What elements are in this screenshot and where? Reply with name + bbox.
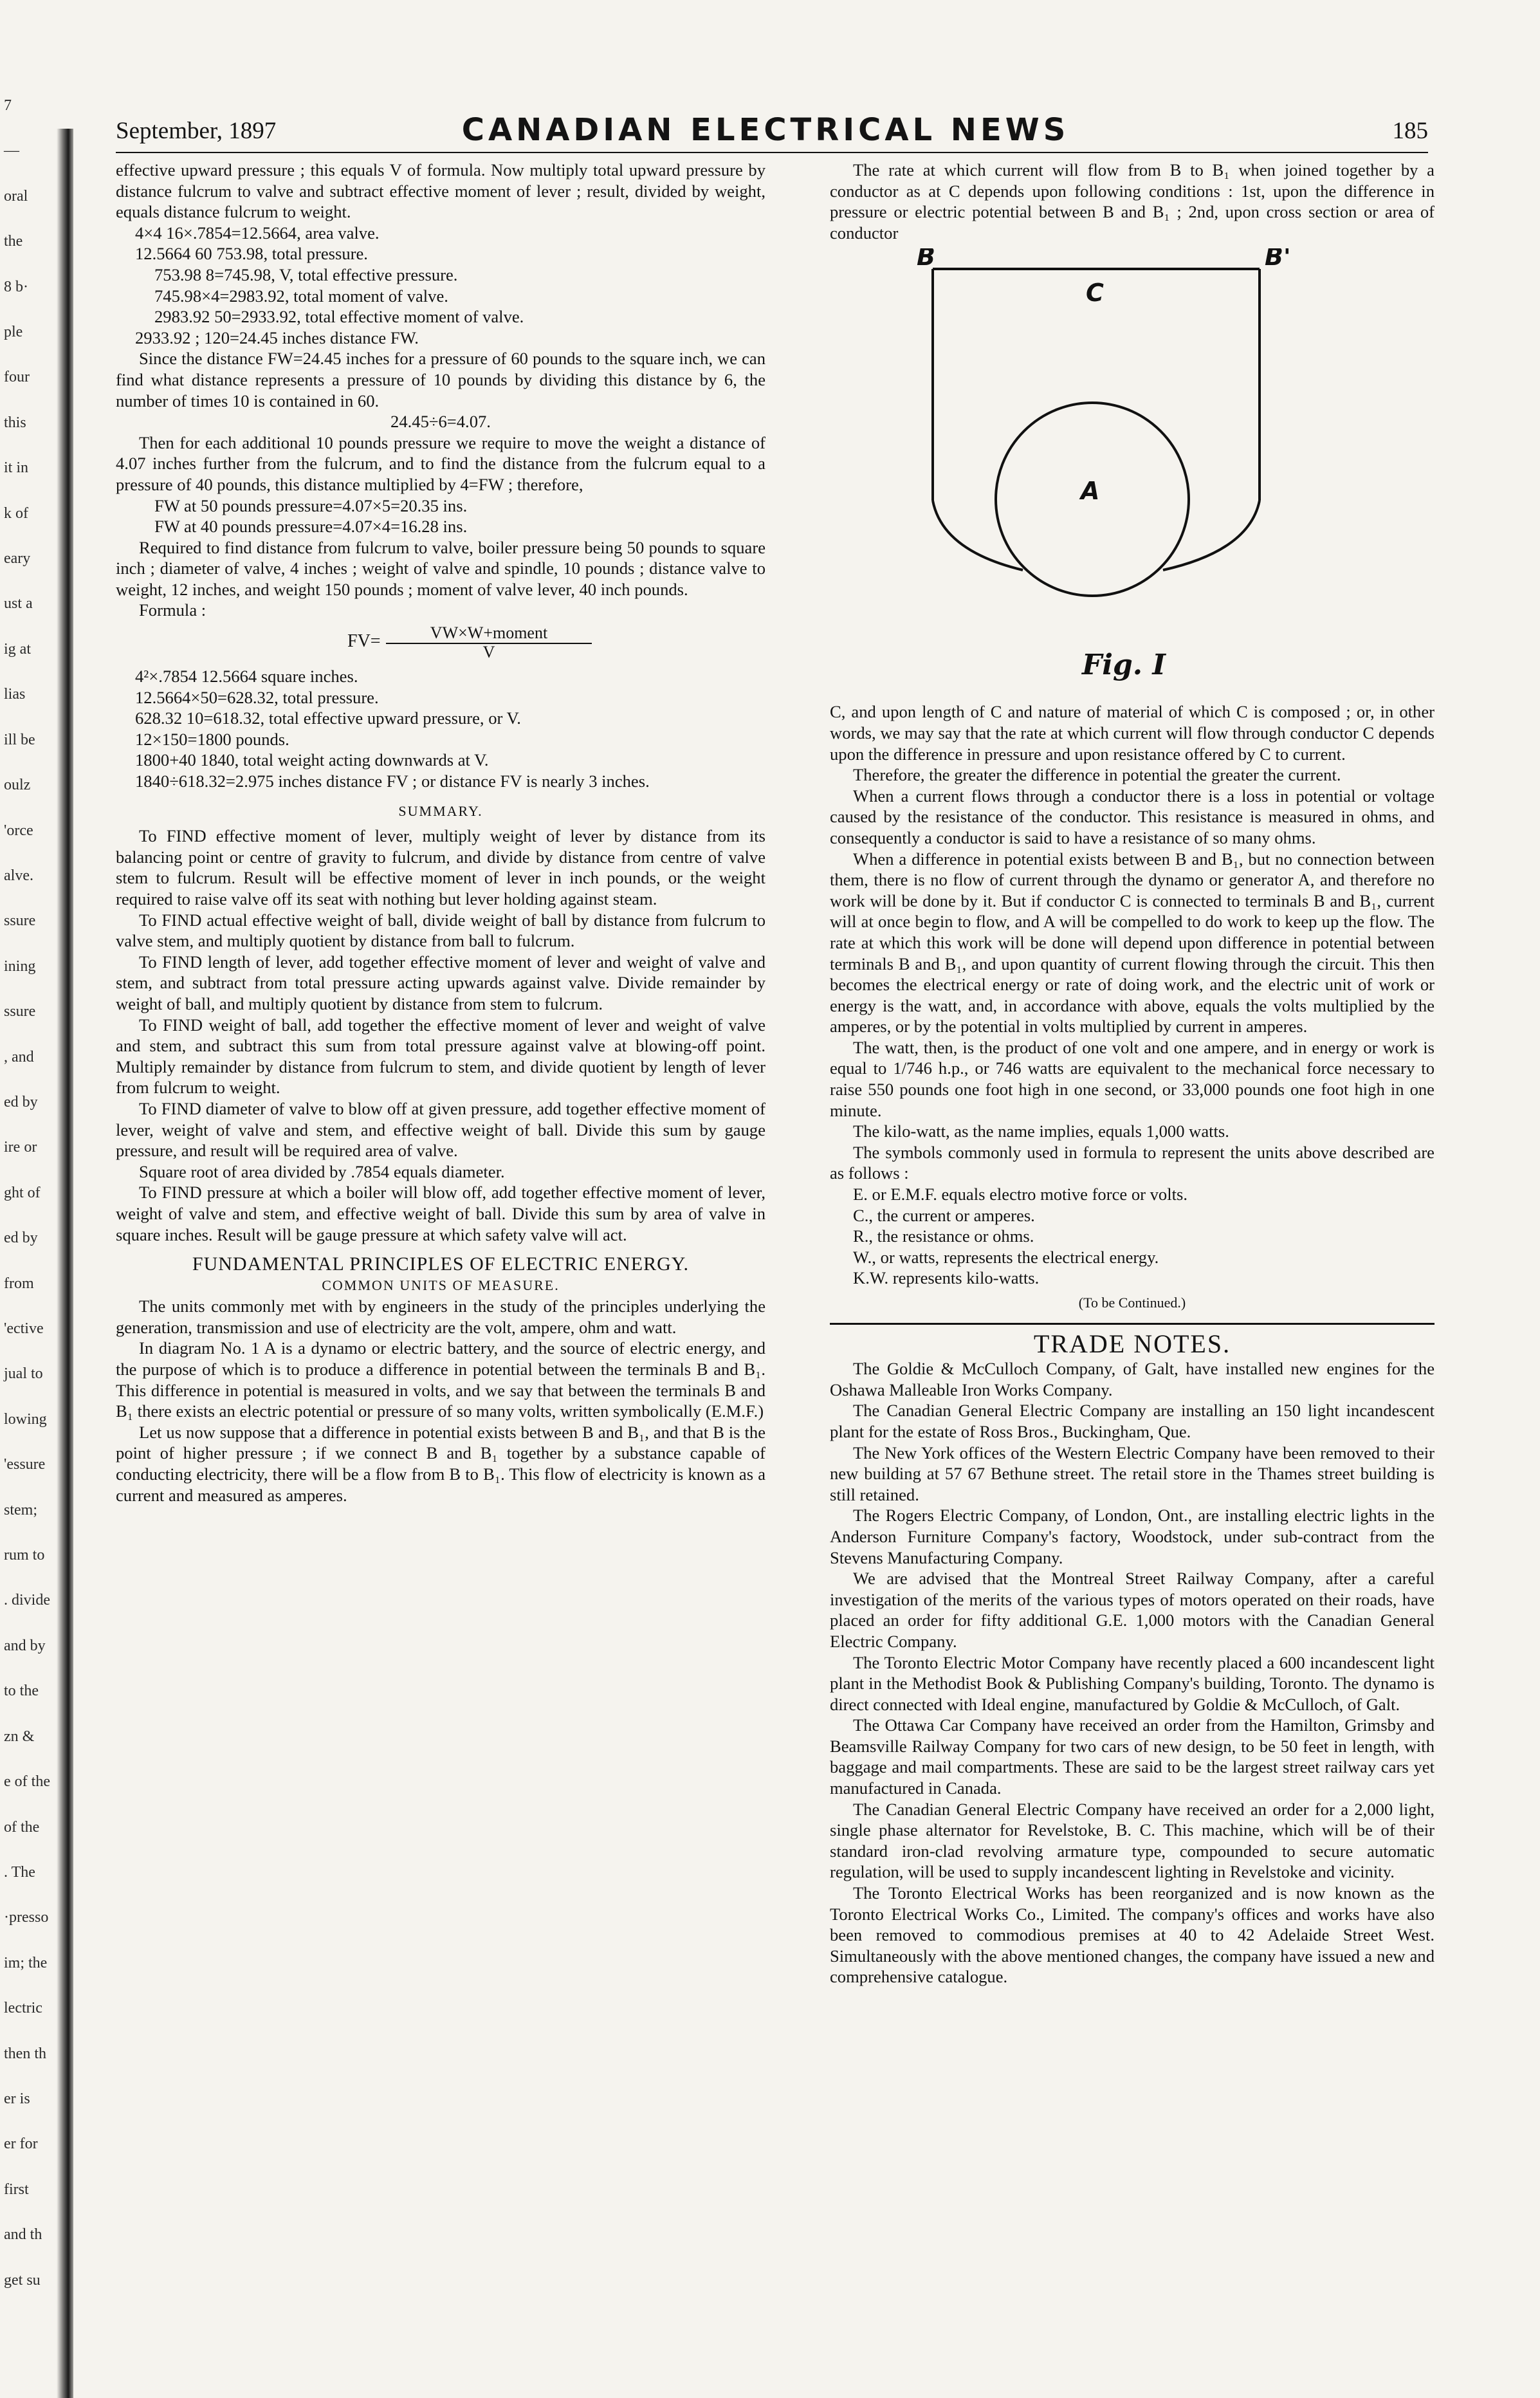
margin-text-fragment: stem; <box>4 1502 37 1518</box>
calculation-line: 1840÷618.32=2.975 inches distance FV ; or distance FV is nearly 3 inches. <box>135 771 650 791</box>
brush-b-curve <box>933 501 1023 570</box>
summary-heading: SUMMARY. <box>398 802 483 819</box>
calculation-line: 24.45÷6=4.07. <box>390 412 491 432</box>
calculation-line: FW at 40 pounds pressure=4.07×4=16.28 ins. <box>154 517 468 537</box>
margin-text-fragment: 'ective <box>4 1320 44 1337</box>
label-c: C <box>1086 279 1104 308</box>
paragraph: To FIND diameter of valve to blow off at given pressure, add together effective moment of lever, weight of valve and stem, and effective weight of ball. Divide this sum by gauge pressure, and result will be required area of valve. <box>116 1098 765 1161</box>
margin-text-fragment: to the <box>4 1683 39 1699</box>
trade-note: The Ottawa Car Company have received an order from the Hamilton, Grimsby and Beamsville Railway Company for two cars of new design, to be 50 feet in length, with baggage and mail compartments. These are said to be the largest street railway cars yet manufactured in Canada. <box>830 1715 1435 1798</box>
calculation-line: 12×150=1800 pounds. <box>135 729 289 749</box>
margin-text-fragment: — <box>4 142 19 159</box>
label-b-prime: B' <box>1265 248 1291 272</box>
binding-shadow <box>57 129 73 2398</box>
margin-text-fragment: lowing <box>4 1411 47 1428</box>
paragraph: Required to find distance from fulcrum to valve, boiler pressure being 50 pounds to square inch ; diameter of valve, 4 inches ; weight of valve and spindle, 10 pounds ; distance valve to weight, 12 inches, and weight 150 pounds ; moment of valve lever, 40 inch pounds. <box>116 537 765 599</box>
calculation-line: 2983.92 50=2933.92, total effective moment of valve. <box>154 307 524 327</box>
paragraph: To FIND pressure at which a boiler will blow off, add together effective moment of lever, weight of valve and stem, and effective weight of ball. Divide this sum by area of valve in square inches. Result will be gauge pressure at which safety valve will act. <box>116 1183 765 1244</box>
margin-text-fragment: 8 b· <box>4 279 28 295</box>
margin-text-fragment: ust a <box>4 595 33 612</box>
margin-text-fragment: zn & <box>4 1728 35 1745</box>
margin-text-fragment: 7 <box>4 97 12 114</box>
formula-lhs: FV= <box>347 631 381 652</box>
unit-definition: W., or watts, represents the electrical energy. <box>853 1247 1159 1267</box>
trade-note: The Canadian General Electric Company have received an order for a 2,000 light, single phase alternator for Revelstoke, B. C. This machine, which will be of their standard iron-clad revolving armature type, compounded to secure automatic regulation, will be used to supply incandescent lighting in Revelstoke and vicinity. <box>830 1799 1435 1882</box>
paragraph: To FIND effective moment of lever, multiply weight of lever by distance from its balancing point or centre of gravity to fulcrum, and divide by distance from centre of valve stem to fulcrum. Result will be effective moment of lever in inch pounds, or the weight required to raise valve off its seat with nothing but lever holding against steam. <box>116 826 765 908</box>
trade-note: The Rogers Electric Company, of London, Ont., are installing electric lights in the Anderson Furniture Company's factory, Woodstock, under sub-contract from the Stevens Manufacturing Company. <box>830 1506 1435 1567</box>
paragraph: The symbols commonly used in formula to represent the units above described are as follows : <box>830 1142 1435 1183</box>
margin-text-fragment: and by <box>4 1637 46 1654</box>
article-subtitle: COMMON UNITS OF MEASURE. <box>322 1277 560 1293</box>
figure-caption: Fig. I <box>1082 649 1166 682</box>
paragraph: To FIND weight of ball, add together the effective moment of lever and weight of valve and stem, and subtract this sum from total pressure against valve at blowing-off point. Multiply remainder by distance from fulcrum to stem, and divide quotient by length of lever from fulcrum to weight. <box>116 1015 765 1098</box>
continued-note: (To be Continued.) <box>1078 1295 1186 1311</box>
label-a: A <box>1081 477 1100 506</box>
margin-text-fragment: jual to <box>4 1365 43 1382</box>
margin-text-fragment: from <box>4 1275 34 1292</box>
margin-text-fragment: im; the <box>4 1955 48 1971</box>
paragraph: The kilo-watt, as the name implies, equals 1,000 watts. <box>853 1121 1229 1141</box>
paragraph: To FIND actual effective weight of ball, divide weight of ball by distance from fulcrum to valve stem, and multiply quotient by distance from ball to fulcrum. <box>116 910 765 951</box>
unit-definition: K.W. represents kilo-watts. <box>853 1268 1040 1288</box>
margin-text-fragment: oral <box>4 188 28 205</box>
paragraph: C, and upon length of C and nature of material of which C is composed ; or, in other words, we may say that the rate at which current will flow through conductor C depends upon the difference in pressure and upon resistance offered by C to current. <box>830 702 1435 764</box>
calculation-line: 1800+40 1840, total weight acting downwards at V. <box>135 750 489 770</box>
margin-text-fragment: get su <box>4 2272 41 2289</box>
paragraph: Therefore, the greater the difference in potential the greater the current. <box>853 765 1341 785</box>
margin-text-fragment: alve. <box>4 867 33 884</box>
paragraph: The watt, then, is the product of one volt and one ampere, and in energy or work is equal to 1/746 h.p., or 746 watts are equivalent to the mechanical force necessary to raise 550 pounds one foot high in one second, or 33,000 pounds one foot high in one minute. <box>830 1037 1435 1120</box>
brush-b1-curve <box>1163 501 1260 570</box>
unit-definition: C., the current or amperes. <box>853 1205 1035 1225</box>
calculation-line: 4×4 16×.7854=12.5664, area valve. <box>135 223 380 243</box>
trade-note: The New York offices of the Western Electric Company have been removed to their new building at 57 67 Bethune street. The retail store in the Thames street building is still retained. <box>830 1443 1435 1504</box>
margin-text-fragment: e of the <box>4 1773 50 1790</box>
calculation-line: 745.98×4=2983.92, total moment of valve. <box>154 286 448 306</box>
calculation-line: 12.5664 60 753.98, total pressure. <box>135 244 368 264</box>
trade-note: The Canadian General Electric Company are installing an 150 light incandescent plant for the estate of Ross Bros., Buckingham, Que. <box>830 1401 1435 1441</box>
calculation-line: 2933.92 ; 120=24.45 inches distance FW. <box>135 327 419 347</box>
article-title: FUNDAMENTAL PRINCIPLES OF ELECTRIC ENERGY. <box>192 1253 690 1275</box>
masthead-title: CANADIAN ELECTRICAL NEWS <box>461 112 1070 148</box>
trade-notes-heading: TRADE NOTES. <box>830 1323 1435 1355</box>
margin-text-fragment: 'orce <box>4 822 33 839</box>
margin-text-fragment: er is <box>4 2090 30 2107</box>
margin-text-fragment: , and <box>4 1049 34 1065</box>
margin-text-fragment: of the <box>4 1819 40 1836</box>
margin-text-fragment: ssure <box>4 1003 36 1020</box>
margin-text-fragment: the <box>4 233 23 250</box>
formula-denominator: V <box>482 643 495 662</box>
margin-text-fragment: ght of <box>4 1185 41 1201</box>
margin-text-fragment: lias <box>4 686 26 703</box>
figure-1-diagram <box>830 248 1435 699</box>
formula-label: Formula : <box>139 600 206 620</box>
margin-text-fragment: . The <box>4 1864 35 1881</box>
trade-note: The Goldie & McCulloch Company, of Galt, have installed new engines for the Oshawa Malleable Iron Works Company. <box>830 1359 1435 1399</box>
paragraph: Then for each additional 10 pounds pressure we require to move the weight a distance of 4.07 inches further from the fulcrum, and to find the distance from the fulcrum equal to a pressure of 40 pounds, this distance multiplied by 4=FW ; therefore, <box>116 432 765 494</box>
margin-text-fragment: it in <box>4 459 29 476</box>
margin-text-fragment: then th <box>4 2045 46 2062</box>
margin-text-fragment: ssure <box>4 912 36 929</box>
unit-definition: R., the resistance or ohms. <box>853 1226 1034 1246</box>
margin-text-fragment: ill be <box>4 732 35 748</box>
paragraph: To FIND length of lever, add together effective moment of lever and weight of valve and stem, and subtract from total pressure acting upwards against valve. Divide remainder by weight of ball, and multiply quotient by distance from stem to fulcrum. <box>116 952 765 1013</box>
calculation-line: 628.32 10=618.32, total effective upward pressure, or V. <box>135 708 521 728</box>
trade-note: The Toronto Electrical Works has been reorganized and is now known as the Toronto Electrical Works Co., Limited. The company's offices and works have also been removed to commodious premises at 40 to 42 Adelaide Street West. Simultaneously with the above mentioned changes, the company have issued a new and comprehensive catalogue. <box>830 1883 1435 1987</box>
margin-text-fragment: . divide <box>4 1592 50 1609</box>
unit-definition: E. or E.M.F. equals electro motive force or volts. <box>853 1185 1188 1204</box>
margin-text-fragment: ed by <box>4 1094 38 1111</box>
paragraph: effective upward pressure ; this equals V of formula. Now multiply total upward pressure by distance fulcrum to valve and subtract effective moment of lever ; result, divided by weight, equals distance fulcrum to weight. <box>116 160 765 222</box>
paragraph: When a current flows through a conductor there is a loss in potential or voltage caused by the resistance of the conductor. This resistance is measured in ohms, and consequently a conductor is said to have a resistance of so many ohms. <box>830 786 1435 847</box>
calculation-line: 12.5664×50=628.32, total pressure. <box>135 687 379 707</box>
paragraph: Let us now suppose that a difference in potential exists between B and B₁, and that B is the point of higher pressure ; if we connect B and B₁ together by a substance capable of conducting electricity, there will be a flow from B to B₁. This flow of electricity is known as a current and measured as amperes. <box>116 1422 765 1505</box>
formula-numerator: VW×W+moment <box>386 623 592 644</box>
margin-text-fragment: first <box>4 2181 29 2198</box>
margin-text-fragment: ining <box>4 958 36 975</box>
paragraph: Since the distance FW=24.45 inches for a pressure of 60 pounds to the square inch, we can find what distance represents a pressure of 10 pounds by dividing this distance by 6, the number of times 10 is contained in 60. <box>116 349 765 410</box>
paragraph: Square root of area divided by .7854 equals diameter. <box>139 1161 505 1181</box>
margin-text-fragment: oulz <box>4 777 31 793</box>
margin-text-fragment: lectric <box>4 2000 42 2016</box>
paragraph: When a difference in potential exists between B and B₁, but no connection between them, there is no flow of current through the dynamo or generator A, and therefore no work will be done by it. But if conductor C is connected to terminals B and B₁, current will at once begin to flow, and A will be compelled to do work to keep up the flow. The rate at which this work will be done will depend upon difference in potential between terminals B and B₁, and upon quantity of current flowing through the circuit. This then becomes the electrical energy or rate of doing work, and the electric unit of work or energy is the watt, and, in accordance with above, equals the volts multiplied by the amperes, or by the potential in volts multiplied by current in amperes. <box>830 849 1435 1037</box>
margin-text-fragment: ed by <box>4 1230 38 1246</box>
margin-text-fragment: eary <box>4 550 31 567</box>
header-rule <box>116 152 1428 153</box>
calculation-line: 753.98 8=745.98, V, total effective pressure. <box>154 264 458 284</box>
paragraph: The rate at which current will flow from B to B₁ when joined together by a conductor as at C depends upon following conditions : 1st, upon the difference in pressure or electric potential between B and B₁ ; 2nd, upon cross section or area of conductor <box>830 160 1435 243</box>
trade-note: The Toronto Electric Motor Company have recently placed a 600 incandescent light plant in the Methodist Book & Publishing Company's building, Toronto. The dynamo is direct connected with Ideal engine, manufactured by Goldie & McCulloch, of Galt. <box>830 1652 1435 1714</box>
margin-text-fragment: ig at <box>4 641 31 658</box>
label-b: B <box>917 248 935 272</box>
margin-text-fragment: this <box>4 414 26 431</box>
margin-text-fragment: 'essure <box>4 1456 46 1473</box>
calculation-line: FW at 50 pounds pressure=4.07×5=20.35 ins. <box>154 495 468 515</box>
margin-text-fragment: ire or <box>4 1139 37 1156</box>
margin-text-fragment: er for <box>4 2135 38 2152</box>
right-column <box>830 160 1435 1988</box>
left-column <box>116 160 765 1506</box>
header-date: September, 1897 <box>116 118 277 144</box>
circuit-diagram-svg <box>830 248 1435 699</box>
margin-text-fragment: four <box>4 369 30 385</box>
page-number: 185 <box>1392 118 1428 144</box>
paragraph: The units commonly met with by engineers in the study of the principles underlying the generation, transmission and use of electricity are the volt, ampere, ohm and watt. <box>116 1296 765 1337</box>
margin-text-fragment: k of <box>4 505 28 522</box>
margin-text-fragment: and th <box>4 2226 42 2243</box>
margin-text-fragment: rum to <box>4 1547 45 1563</box>
trade-note: We are advised that the Montreal Street Railway Company, after a careful investigation of the merits of the various types of motors operated on their roads, have placed an order for fifty additional G.E. 1,000 motors with the Canadian General Electric Company. <box>830 1569 1435 1651</box>
page-header <box>116 113 1428 149</box>
paragraph: In diagram No. 1 A is a dynamo or electric battery, and the source of electric energy, and the purpose of which is to produce a difference in potential between the terminals B and B₁. This difference in potential is measured in volts, and we say that between the terminals B and B₁ there exists an electric potential or pressure of so many volts, written symbolically (E.M.F.) <box>116 1338 765 1421</box>
margin-text-fragment: ·presso <box>4 1909 49 1926</box>
margin-text-fragment: ple <box>4 324 23 340</box>
formula-block <box>116 623 765 662</box>
calculation-line: 4²×.7854 12.5664 square inches. <box>135 667 358 687</box>
